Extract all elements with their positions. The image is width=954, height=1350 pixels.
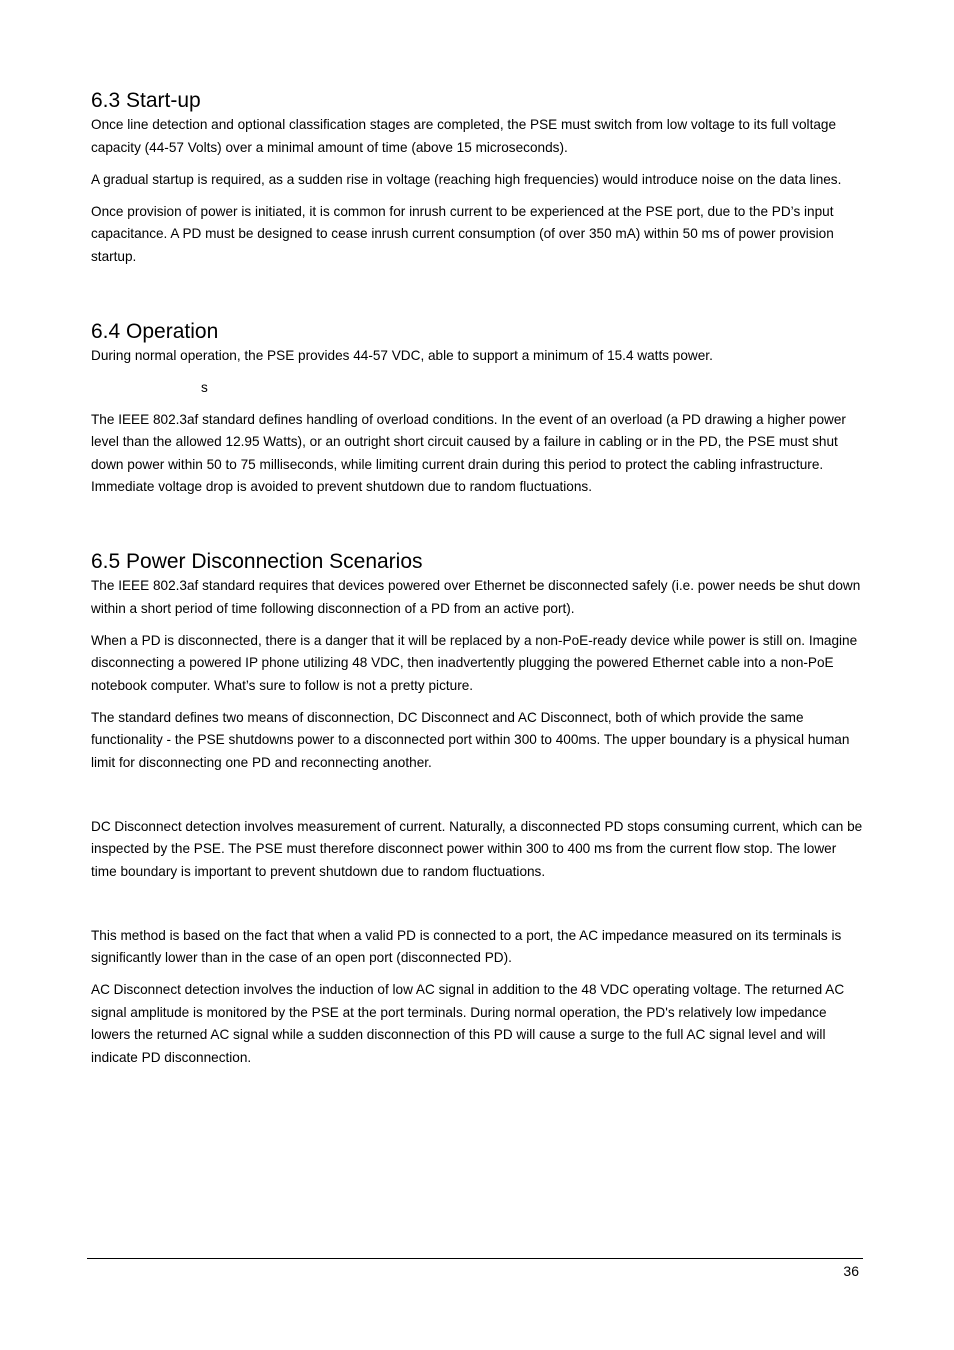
section-heading-operation: 6.4 Operation (91, 319, 219, 343)
paragraph: When a PD is disconnected, there is a danger that it will be replaced by a non-PoE-ready device while power is still on. Imagine disconnecting a powered IP phone utilizing 48 VDC, then inadvertently plugging the powered Ethernet cable into a non-PoE notebook computer. What’s sure to follow is not a pretty picture. (91, 632, 858, 693)
paragraph: Once provision of power is initiated, it is common for inrush current to be experienced at the PSE port, due to the PD’s input capacitance. A PD must be designed to cease inrush current consumption (of over 350 mA) within 50 ms of power provision startup. (91, 203, 834, 264)
paragraph: This method is based on the fact that when a valid PD is connected to a port, the AC impedance measured on its terminals is significantly lower than in the case of an open port (disconnected PD). (91, 927, 842, 965)
section-spacer (91, 278, 865, 319)
paragraph: The IEEE 802.3af standard defines handling of overload conditions. In the event of an overload (a PD drawing a higher power level than the allowed 12.95 Watts), or an outright short circuit caused by a failure in cabling or in the PD, the PSE must shut down power within 50 to 75 milliseconds, while limiting current drain during this period to protect the cabling infrastructure. Immediate voltage drop is avoided to prevent shutdown due to random fluctuations. (91, 411, 846, 494)
paragraph: The standard defines two means of disconnection, DC Disconnect and AC Disconnect, both of which provide the same functionality - the PSE shutdowns power to a disconnected port within 300 to 400ms. The upper boundary is a physical human limit for disconnecting one PD and reconnecting another. (91, 709, 850, 770)
page-number: 36 (843, 1263, 859, 1279)
paragraph: The IEEE 802.3af standard requires that devices powered over Ethernet be disconnected safely (i.e. power needs be shut down within a short period of time following disconnection of a PD from an active port). (91, 578, 861, 616)
footer-divider (87, 1258, 863, 1259)
section-heading-startup: 6.3 Start-up (91, 89, 201, 112)
section-spacer (91, 508, 865, 549)
paragraph: A gradual startup is required, as a sudden rise in voltage (reaching high frequencies) would introduce noise on the data lines. (91, 171, 842, 187)
paragraph: DC Disconnect detection involves measurement of current. Naturally, a disconnected PD stops consuming current, which can be inspected by the PSE. The PSE must therefore disconnect power within 300 to 400 ms from the current flow stop. The lower time boundary is important to prevent shutdown due to random fluctuations. (91, 818, 863, 879)
document-body (91, 88, 865, 1079)
paragraph: During normal operation, the PSE provides 44-57 VDC, able to support a minimum of 15.4 watts power. (91, 347, 713, 363)
blank-subheading-space (91, 893, 865, 925)
paragraph: AC Disconnect detection involves the induction of low AC signal in addition to the 48 VDC operating voltage. The returned AC signal amplitude is monitored by the PSE at the port terminals. During normal operation, the PD's relatively low impedance lowers the returned AC signal while a sudden disconnection of this PD will cause a surge to the full AC signal level and will indicate PD disconnection. (91, 982, 845, 1065)
section-heading-power-disconnection: 6.5 Power Disconnection Scenarios (91, 550, 423, 573)
stray-character: s (201, 379, 208, 395)
blank-subheading-space (91, 784, 865, 816)
paragraph: Once line detection and optional classification stages are completed, the PSE must switch from low voltage to its full voltage capacity (44-57 Volts) over a minimal amount of time (above 15 microseconds). (91, 117, 837, 155)
